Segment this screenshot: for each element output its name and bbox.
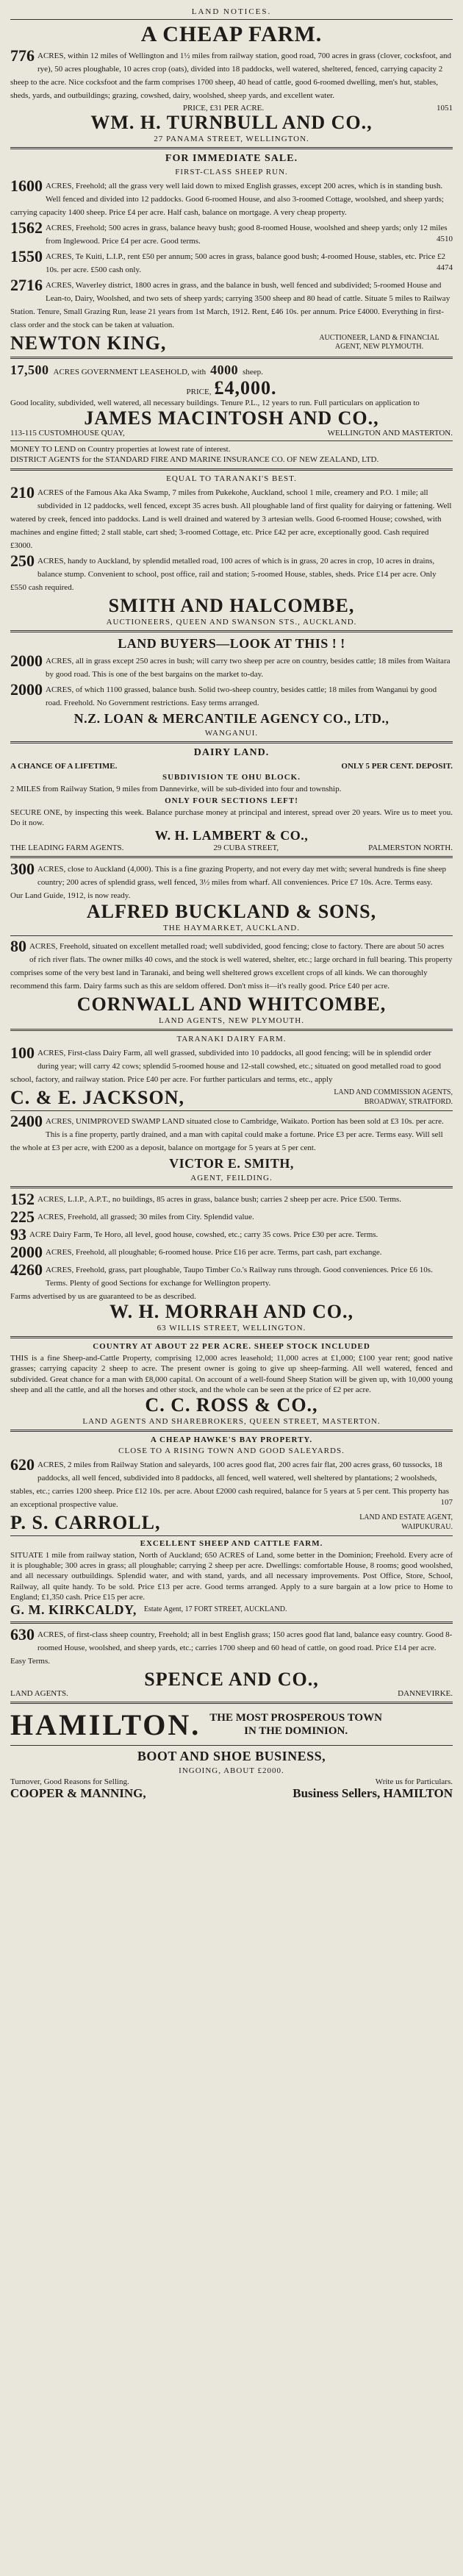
agent-block	[10, 1786, 453, 1801]
agent-description	[359, 1513, 453, 1532]
land-guide-note: Our Land Guide, 1912, is now ready.	[10, 891, 131, 901]
agent-description: AUCTIONEER, LAND & FINANCIAL AGENT, NEW PLYMOUTH.	[319, 333, 439, 352]
listing-text: ACRES of the Famous Aka Aka Swamp, 7 miles from Pukekohe, Auckland, school 1 mile, creamery and P.O. 1 mile; all subdivided in 12 paddocks, well fenced, except 35 acres bush. All ploughable land of first quality for dairying or fattening. Well watered by creek, fenced into paddocks. Land is well drained and watered by 3 artesian wells. Good 6-roomed House; cowshed, with machines and engine fitted; 2 stall stable, cart shed; 3-roomed Cottage, etc. Price £42 per acre, exceptionally good. Cash required £3000.	[10, 488, 452, 550]
list-item	[10, 682, 453, 709]
divider	[10, 1029, 453, 1031]
agent-description: LAND AGENTS AND SHAREBROKERS, QUEEN STREET, MASTERTON.	[82, 1416, 381, 1426]
listing-acres: 300	[10, 862, 35, 879]
listing-acres: 100	[10, 1046, 35, 1063]
boot-text-left: Turnover, Good Reasons for Selling.	[10, 1777, 129, 1786]
list-item	[10, 1458, 453, 1510]
agent-address: 63 WILLIS STREET, WELLINGTON.	[157, 1324, 306, 1333]
address-left: LAND AGENTS.	[10, 1688, 68, 1698]
guarantee-note: Farms advertised by us are guaranteed to be as described.	[10, 1291, 196, 1301]
agent-name: CORNWALL AND WHITCOMBE,	[76, 993, 387, 1015]
agent-block	[10, 333, 453, 353]
divider	[10, 468, 453, 471]
leasehold-details: Good locality, subdivided, well watered, all necessary buildings. Tenure P.L., 12 years to run. Full particulars on application to	[10, 399, 420, 408]
listing-acres: 80	[10, 938, 26, 955]
divider	[10, 440, 453, 441]
agent-name: W. H. LAMBERT & CO.,	[154, 828, 309, 843]
listing-acres: 4260	[10, 1262, 43, 1279]
agent-line-1: LAND AND COMMISSION AGENTS,	[334, 1088, 453, 1097]
listing-text: ACRES, of which 1100 grassed, balance bush. Solid two-sheep country, besides cattle; 18 miles from Wanganui by good road. Freehold. No Government restrictions. Easy terms arranged.	[46, 685, 437, 708]
leasehold-sheep: 4000	[210, 363, 239, 378]
hamilton-title: HAMILTON.	[10, 1708, 201, 1741]
agent-address: 27 PANAMA STREET, WELLINGTON.	[154, 134, 309, 143]
reference-number: 4474	[437, 263, 453, 272]
listing-text: ACRES, 2 miles from Railway Station and saleyards, 100 acres good flat, 200 acres fair flat, 200 acres grass, 60 tussocks, 18 paddocks, all well fenced, subdivided into 8 paddocks, all fenced, well watered, well sheltered by plantations; 2 woolsheds, stables, etc.; carries 1200 sheep. Price £12 10s. per acre. About £2000 cash required, balance for 5 years at 5 per cent. This property has an exceptional prospective value.	[10, 1460, 449, 1509]
agent-name: C. & E. JACKSON,	[10, 1087, 185, 1109]
divider	[10, 856, 453, 858]
money-to-lend: MONEY TO LEND on Country properties at lowest rate of interest.	[10, 444, 231, 454]
listing-text: ACRES, Freehold; 500 acres in grass, balance heavy bush; good 8-roomed House, woolshed and sheep yards; only 12 miles from Inglewood. Price £4 per acre. Good terms.	[46, 223, 448, 246]
hamilton-tagline	[209, 1711, 382, 1738]
listing-text: ACRES, Freehold, all ploughable; 6-roomed house. Price £16 per acre. Terms, part cash, part exchange.	[46, 1248, 382, 1257]
agent-name: COOPER & MANNING,	[10, 1785, 146, 1800]
agent-line-1: LAND AND ESTATE AGENT,	[359, 1513, 453, 1522]
boot-ingoing: INGOING, ABOUT £2000.	[179, 1766, 284, 1775]
list-item	[10, 1227, 453, 1243]
boot-text-right: Write us for Particulars.	[375, 1777, 453, 1786]
list-item	[10, 654, 453, 680]
sections-left: ONLY FOUR SECTIONS LEFT!	[165, 796, 298, 806]
list-item	[10, 554, 453, 593]
price: £4,000.	[214, 377, 277, 399]
listing-text: ACRES, handy to Auckland, by splendid metalled road, 100 acres of which is in grass, 20 acres in crop, 10 acres in drains, balance stump. Convenient to school, post office, rail and station; 5-roomed House, stables, sheds. Price £14 per acre. Only £550 cash required.	[10, 556, 437, 592]
agent-name: N.Z. LOAN & MERCANTILE AGENCY CO., LTD.,	[73, 711, 390, 727]
list-item	[10, 179, 453, 218]
dairy-chance-row	[10, 762, 453, 771]
boot-text-row	[10, 1777, 453, 1786]
divider	[10, 1336, 453, 1338]
listing-acres: 620	[10, 1457, 35, 1474]
divider	[10, 1745, 453, 1746]
reference-number: 107	[440, 1497, 453, 1507]
listing-text: ACRES, L.I.P., A.P.T., no buildings, 85 acres in grass, balance bush; carries 2 sheep per acre. Price £500. Terms.	[37, 1195, 401, 1205]
divider	[10, 741, 453, 743]
list-item	[10, 485, 453, 552]
price-row	[10, 104, 453, 113]
agent-description	[334, 1088, 453, 1107]
agent-line-2: BROADWAY, STRATFORD.	[364, 1097, 453, 1106]
district-agents: DISTRICT AGENTS for the STANDARD FIRE AND MARINE INSURANCE CO. OF NEW ZEALAND, LTD.	[10, 454, 379, 464]
agent-description: THE LEADING FARM AGENTS.	[10, 843, 124, 853]
agent-address: WANGANUI.	[204, 729, 259, 738]
agent-address-row	[10, 843, 453, 852]
divider	[10, 1110, 453, 1111]
agent-address-row	[10, 429, 453, 438]
agent-description: Business Sellers, HAMILTON	[292, 1785, 453, 1800]
buyers-title: LAND BUYERS—LOOK AT THIS ! !	[118, 636, 345, 652]
address-right: PALMERSTON NORTH.	[368, 843, 453, 853]
cheap-farm-listing	[10, 49, 453, 101]
list-item	[10, 221, 453, 247]
agent-description: AUCTIONEERS, QUEEN AND SWANSON STS., AUCKLAND.	[106, 618, 357, 627]
county-title: COUNTRY AT ABOUT 22 PER ACRE. SHEEP STOCK INCLUDED	[93, 1342, 370, 1352]
listing-acres: 2400	[10, 1114, 43, 1131]
dairy-intro: 2 MILES from Railway Station, 9 miles from Dannevirke, will be sub-divided into four and township.	[10, 785, 342, 794]
list-item	[10, 939, 453, 992]
listing-acres: 2000	[10, 682, 43, 699]
listing-acres: 1600	[10, 178, 43, 195]
list-item	[10, 278, 453, 331]
listing-text: ACRE Dairy Farm, Te Horo, all level, good house, cowshed, etc.; carry 35 cows. Price £30 per acre. Terms.	[29, 1230, 378, 1240]
address-right: WELLINGTON AND MASTERTON.	[327, 428, 453, 438]
listing-text: ACRES, Freehold, grass, part ploughable, Taupo Timber Co.'s Railway runs through. Good conveniences. Price £6 10s. Terms. Plenty of good Sections for exchange for Wellington property.	[46, 1265, 433, 1288]
listing-acres: 250	[10, 553, 35, 570]
immediate-sale-subtitle: FIRST-CLASS SHEEP RUN.	[175, 167, 288, 176]
listing-text: ACRES, within 12 miles of Wellington and 1½ miles from railway station, good road, 700 acres in grass (clover, cocksfoot, and rye), 50 acres ploughable, 10 acres crop (oats), divided into 18 paddocks, well watered, sheltered, fenced, carrying capacity 2 sheep to the acre. Nice cocksfoot and the farm comprises 1700 sheep, 40 head of cattle, good 6-roomed dwelling, men's hut, stables, sheds, yards, and outbuildings; grazing, cowshed, dairy, woolshed, sheep yards, and excellent water.	[10, 51, 452, 100]
dairy-text: SECURE ONE, by inspecting this week. Balance purchase money at principal and interest, spread over 20 years. Wire us to meet you. Do it now.	[10, 808, 453, 828]
agent-address: AGENT, FEILDING.	[190, 1174, 273, 1183]
section-header: LAND NOTICES.	[191, 7, 272, 16]
price: PRICE, £31 PER ACRE.	[182, 103, 265, 113]
subdivision-title: SUBDIVISION TE OHU BLOCK.	[162, 773, 301, 782]
agent-block	[10, 1602, 453, 1618]
agent-name: P. S. CARROLL,	[10, 1511, 161, 1533]
list-item	[10, 1263, 453, 1289]
divider	[10, 630, 453, 632]
listing-text: ACRES, Freehold, all grassed; 30 miles from City. Splendid value.	[37, 1213, 254, 1222]
divider	[10, 935, 453, 936]
listing-acres: 2000	[10, 1245, 43, 1260]
divider	[10, 357, 453, 359]
divider	[10, 1621, 453, 1624]
taranaki-dairy-title: TARANAKI DAIRY FARM.	[176, 1035, 287, 1044]
dairy-title: DAIRY LAND.	[193, 747, 270, 759]
listing-text: ACRES, Freehold; all the grass very well laid down to mixed English grasses, except 200 acres, which is in standing bush. Well fenced and divided into 12 paddocks. Good 6-roomed House, and also 3-roomed Cottage, woolshed, and sheep yards; carrying capacity 1400 sheep. Price £4 per acre. Half cash, balance on mortgage. A very cheap property.	[10, 181, 444, 217]
leasehold-sheep-label: sheep.	[243, 368, 263, 377]
agent-name: C. C. ROSS & CO.,	[145, 1394, 318, 1416]
leasehold-acres: 17,500	[10, 363, 49, 378]
list-item	[10, 1245, 453, 1260]
divider	[10, 1430, 453, 1432]
list-item	[10, 1114, 453, 1154]
agent-name: SMITH AND HALCOMBE,	[108, 594, 355, 616]
leasehold-headline	[10, 363, 453, 378]
agent-name: NEWTON KING,	[10, 332, 167, 354]
leasehold-text: ACRES GOVERNMENT LEASEHOLD, with	[53, 368, 207, 377]
list-item	[10, 249, 453, 276]
listing-acres: 1562	[10, 220, 43, 237]
list-item	[10, 1046, 453, 1085]
taranaki-title: EQUAL TO TARANAKI'S BEST.	[166, 474, 297, 483]
divider	[10, 1186, 453, 1188]
listing-text: ACRES, First-class Dairy Farm, all well grassed, subdivided into 10 paddocks, all good fencing; will be in splendid order during year; will carry 42 cows; splendid 5-roomed house and 12-stall cowshed, etc.; situated on good metalled road to good school, factory, and railway station. Price £40 per acre. For further particulars and terms, etc., apply	[10, 1049, 441, 1085]
agent-name: SPENCE AND CO.,	[144, 1668, 319, 1690]
agent-address-row	[10, 1689, 453, 1698]
cheap-farm-title: A CHEAP FARM.	[140, 22, 323, 46]
agent-line-2: WAIPUKURAU.	[401, 1522, 453, 1531]
divider	[10, 1535, 453, 1536]
listing-text: ACRES, UNIMPROVED SWAMP LAND situated close to Cambridge, Waikato. Portion has been sold at £3 10s. per acre. This is a fine property, partly drained, and a man with capital could make a fortune. Price £3 per acre. Terms easy. Will sell the whole at £3 per acre, with £200 as a deposit, balance on mortgage for 5 years at 5 per cent.	[10, 1117, 444, 1153]
agent-name: ALFRED BUCKLAND & SONS,	[86, 900, 377, 922]
leasehold-price-row	[10, 378, 453, 398]
address-left: 29 CUBA STREET,	[213, 843, 279, 853]
listing-text: ACRES, Freehold, situated on excellent metalled road; well subdivided, good fencing; close to factory. There are about 50 acres of rich river flats. The owner milks 40 cows, and the stock is well watered, shelter, etc.; large orchard in full bearing. This property comprises some of the very best land in Taranaki, and being well sheltered grows excellent crops of all kinds. We can thoroughly recommend this farm. Dairy farms such as this are seldom offered. Don't miss it—it's really good. Price £40 per acre.	[10, 941, 453, 991]
agent-name: G. M. KIRKCALDY,	[10, 1602, 137, 1617]
listing-acres: 630	[10, 1627, 35, 1644]
agent-block	[10, 1088, 453, 1107]
agent-block	[10, 1513, 453, 1533]
listing-acres: 152	[10, 1192, 35, 1208]
agent-name: JAMES MACINTOSH AND CO.,	[84, 407, 379, 429]
immediate-sale-title: FOR IMMEDIATE SALE.	[165, 152, 298, 164]
county-text: THIS is a fine Sheep-and-Cattle Property, comprising 12,000 acres leasehold; 11,000 acres at £1,000; £100 year rent; good native grasses; carrying capacity 2 sheep to acre. The present owner is going to give up sheep-farming. All well watered, fenced and subdivided. Great chance for a man with £8,000 capital. On account of a well-found Sheep Station will be given up, with 10,000 young sheep and all the cattle, and all the horses and other stock, and the whole can be seen at the price of £2 per acre.	[10, 1354, 453, 1394]
divider	[10, 1702, 453, 1704]
listing-acres: 93	[10, 1227, 26, 1244]
agent-name: VICTOR E. SMITH,	[169, 1156, 294, 1171]
listing-text: ACRES, close to Auckland (4,000). This is a fine grazing Property, and not every day met with; several hundreds is fine sheep country; 200 acres of splendid grass, well fenced, 3½ miles from wharf. All conveniences. Price £7 10s. Acre. Terms easy.	[37, 865, 446, 888]
listing-acres: 2000	[10, 654, 43, 671]
list-item	[10, 1627, 453, 1667]
hamilton-banner	[10, 1708, 453, 1742]
listing-acres: 225	[10, 1210, 35, 1226]
tagline-line-1: THE MOST PROSPEROUS TOWN	[209, 1712, 382, 1724]
deposit-text: ONLY 5 PER CENT. DEPOSIT.	[341, 762, 453, 771]
listing-text: ACRES, Te Kuiti, L.I.P., rent £50 per annum; 500 acres in grass, balance good bush; 4-roomed House, stables, etc. Price £2 10s. per acre. £500 cash only.	[46, 251, 446, 274]
boot-title: BOOT AND SHOE BUSINESS,	[137, 1748, 326, 1763]
excellent-text: SITUATE 1 mile from railway station, North of Auckland; 650 ACRES of Land, some better in the Dominion; Freehold. Every acre of it is ploughable; 300 acres in grass; all ploughable; carrying 2 sheep per acre. Dwellings: comfortable House, 8 rooms; good woolshed, and all necessary outbuildings. Splendid water, and with stand, yards, and all necessary improvements. Post Office, Store, School, Railway, all quite handy. To be sold. Price £13 per acre. Good terms arranged. Apply to a sure bargain at a low price to Home to England; £1,350 cash. Price £15 per acre.	[10, 1551, 453, 1602]
agent-address: LAND AGENTS, NEW PLYMOUTH.	[159, 1016, 304, 1026]
listing-acres: 776	[10, 48, 35, 65]
hawkes-subtitle: CLOSE TO A RISING TOWN AND GOOD SALEYARDS.	[118, 1446, 345, 1455]
listing-acres: 2716	[10, 277, 43, 294]
list-item	[10, 862, 453, 888]
address-left: 113-115 CUSTOMHOUSE QUAY,	[10, 428, 125, 438]
agent-name: W. H. MORRAH AND CO.,	[109, 1301, 354, 1323]
reference-number: 1051	[436, 103, 453, 113]
list-item	[10, 1210, 453, 1225]
divider	[10, 147, 453, 149]
agent-address: THE HAYMARKET, AUCKLAND.	[163, 923, 300, 932]
listing-text: ACRES, of first-class sheep country, Freehold; all in best English grass; 150 acres good flat land, balance easy country. Good 8-roomed House, woolshed, and sheep yards, etc.; carries 1700 sheep and 60 head of cattle, on good road. Price £14 per acre. Easy Terms.	[10, 1630, 453, 1666]
divider	[10, 19, 453, 20]
reference-number: 4510	[437, 234, 453, 243]
chance-text: A CHANCE OF A LIFETIME.	[10, 762, 118, 771]
listing-text: ACRES, all in grass except 250 acres in bush; will carry two sheep per acre on country, besides cattle; 18 miles from Waitara by good road. This is one of the best bargains on the market to-day.	[46, 657, 451, 679]
tagline-line-2: IN THE DOMINION.	[244, 1725, 348, 1738]
hawkes-title: A CHEAP HAWKE'S BAY PROPERTY.	[150, 1435, 313, 1444]
list-item	[10, 1192, 453, 1207]
listing-acres: 210	[10, 485, 35, 502]
address-right: DANNEVIRKE.	[398, 1688, 453, 1698]
listing-acres: 1550	[10, 249, 43, 265]
agent-address: Estate Agent, 17 FORT STREET, AUCKLAND.	[143, 1605, 287, 1613]
excellent-title: EXCELLENT SHEEP AND CATTLE FARM.	[140, 1539, 323, 1549]
listing-text: ACRES, Waverley district, 1800 acres in grass, and the balance in bush, well fenced and subdivided; 5-roomed House and Lean-to, Dairy, Woolshed, and two sets of sheep yards; carrying 3500 sheep and 80 head of cattle. Situate 5 miles to Railway Station. Tenure, Small Grazing Run, lease 21 years from 1st March, 1912. Rent, £46 10s. per annum. Price £4000. Everything in first-class order and the stock can be taken at valuation.	[10, 280, 451, 329]
price-label: PRICE,	[186, 388, 212, 397]
agent-name: WM. H. TURNBULL AND CO.,	[90, 111, 373, 133]
